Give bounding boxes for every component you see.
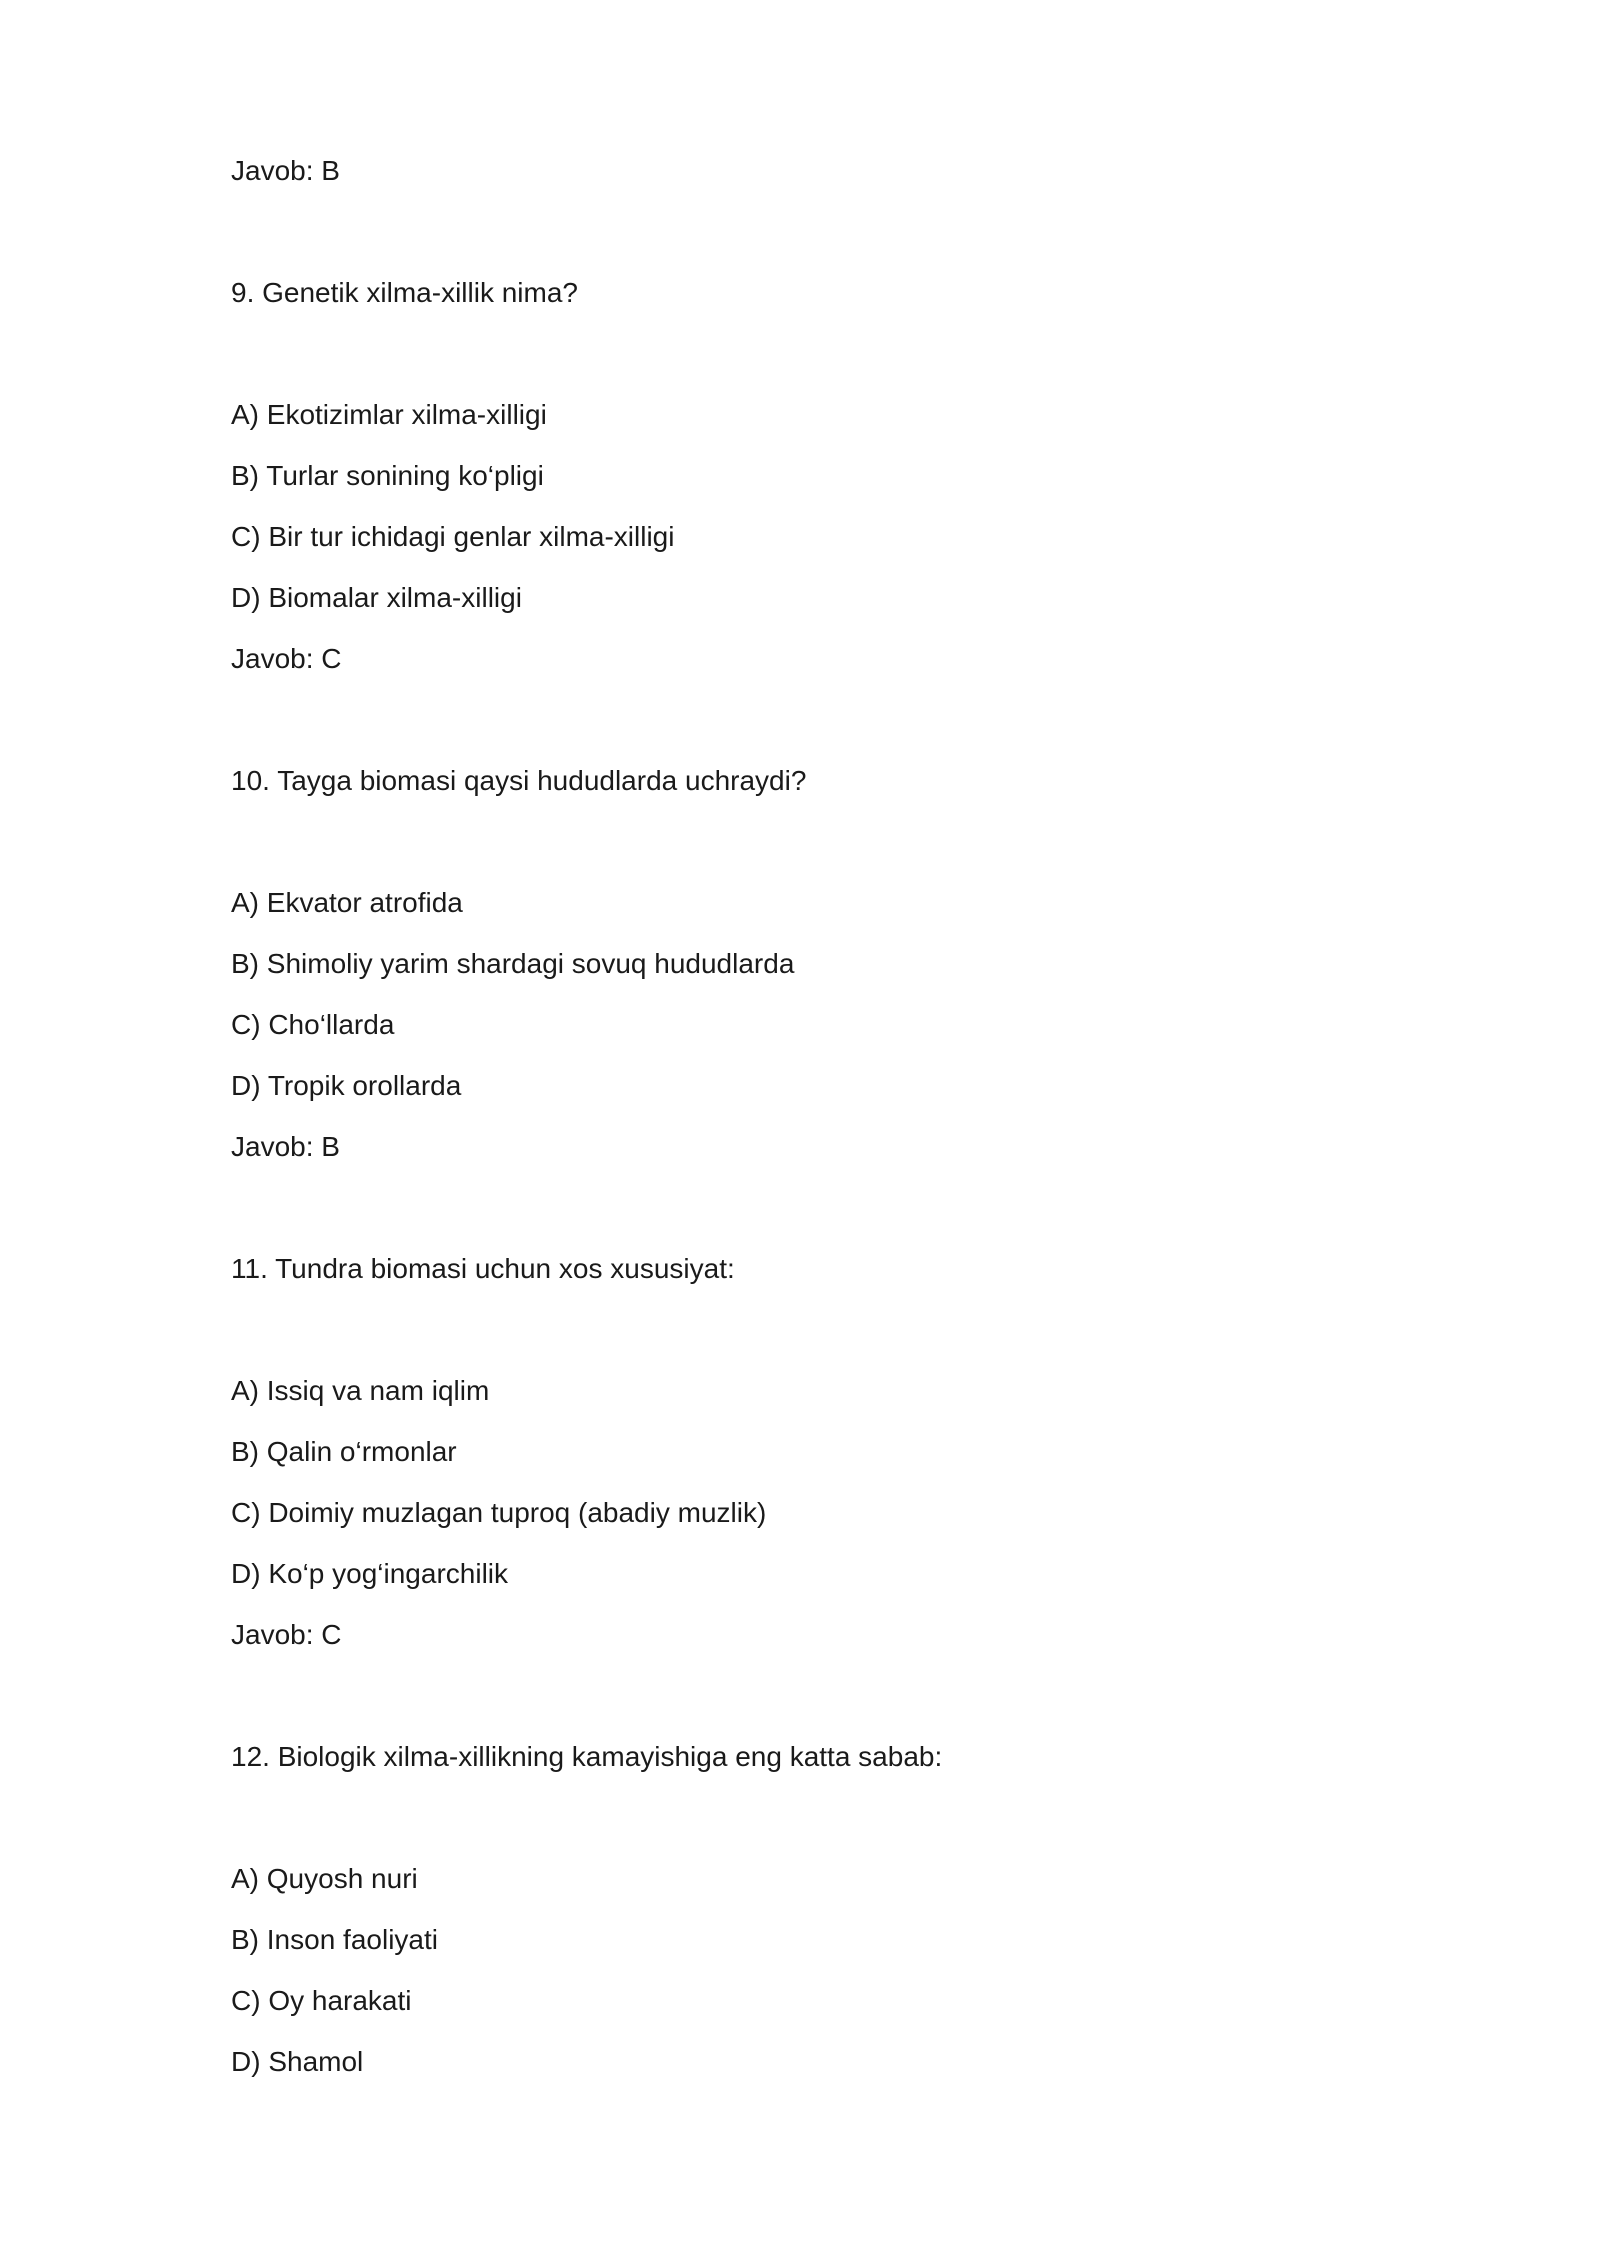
q12-option-b: B) Inson faoliyati — [231, 1924, 438, 1955]
q12-option-d: D) Shamol — [231, 2046, 364, 2077]
q11-option-b: B) Qalin o‘rmonlar — [231, 1436, 457, 1467]
q9-option-c: C) Bir tur ichidagi genlar xilma-xilligi — [231, 521, 675, 552]
q12-option-c: C) Oy harakati — [231, 1985, 412, 2016]
q9-option-b: B) Turlar sonining ko‘pligi — [231, 460, 544, 491]
question-11: 11. Tundra biomasi uchun xos xususiyat: — [231, 1253, 735, 1284]
q9-option-a: A) Ekotizimlar xilma-xilligi — [231, 399, 547, 430]
q11-option-a: A) Issiq va nam iqlim — [231, 1375, 490, 1406]
q12-option-a: A) Quyosh nuri — [231, 1863, 418, 1894]
question-9: 9. Genetik xilma-xillik nima? — [231, 277, 578, 308]
question-12: 12. Biologik xilma-xillikning kamayishiga eng katta sabab: — [231, 1741, 943, 1772]
q11-option-d: D) Ko‘p yog‘ingarchilik — [231, 1558, 509, 1589]
q11-answer: Javob: C — [231, 1619, 342, 1650]
q10-option-a: A) Ekvator atrofida — [231, 887, 463, 918]
q10-option-d: D) Tropik orollarda — [231, 1070, 462, 1101]
q9-option-d: D) Biomalar xilma-xilligi — [231, 582, 522, 613]
q10-answer: Javob: B — [231, 1131, 340, 1162]
q10-option-c: C) Cho‘llarda — [231, 1009, 395, 1040]
q10-option-b: B) Shimoliy yarim shardagi sovuq hududlarda — [231, 948, 795, 979]
q9-answer: Javob: C — [231, 643, 342, 674]
question-10: 10. Tayga biomasi qaysi hududlarda uchraydi? — [231, 765, 807, 796]
q11-option-c: C) Doimiy muzlagan tuproq (abadiy muzlik) — [231, 1497, 767, 1528]
answer-line: Javob: B — [231, 155, 340, 186]
